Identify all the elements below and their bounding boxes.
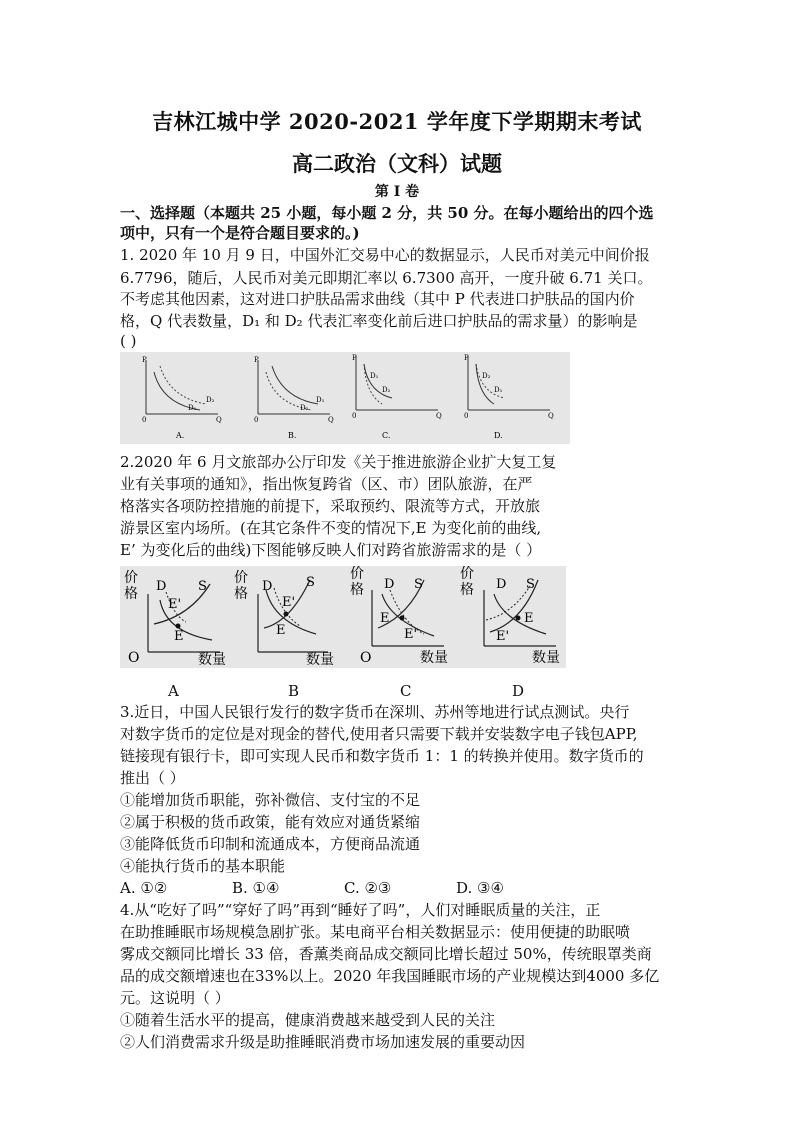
q3-statement-1: ①能增加货币职能，弥补微信、支付宝的不足 [120,791,421,809]
q2-option-b: B [288,682,300,700]
q1-d-axis-p: P [464,354,469,362]
q1-line-5: ( ) [120,332,137,350]
q3-statement-2: ②属于积极的货币政策，能有效应对通货紧缩 [120,813,421,831]
q2-c-ylabel-2: 格 [350,582,364,598]
q3-choice-b: B. ①④ [232,879,280,897]
q2-a-ylabel-2: 格 [124,586,138,602]
q1-panel-a [142,356,222,440]
q1-a-axis-q: Q [216,416,222,424]
exam-subtitle: 高二政治（文科）试题 [292,151,502,176]
q1-line-3: 不考虑其他因素，这对进口护肤品需求曲线（其中 P 代表进口护肤品的国内价 [120,290,635,308]
q1-c-axis-p: P [352,354,357,362]
q3-line-4: 推出（ ） [120,769,185,787]
section-heading-line-1: 一、选择题（本题共 25 小题，每小题 2 分，共 50 分。在每小题给出的四个选 [120,204,654,222]
q1-line-4: 格，Q 代表数量，D₁ 和 D₂ 代表汇率变化前后进口护肤品的需求量）的影响是 [120,312,638,330]
q1-c-axis-q: Q [436,412,442,420]
q4-statement-2: ②人们消费需求升级是助推睡眠消费市场加速发展的重要动因 [120,1033,526,1051]
q2-a-point-e: E [174,629,184,644]
q4-line-1: 4.从“吃好了吗”“穿好了吗”再到“睡好了吗”，人们对睡眠质量的关注，正 [120,901,601,919]
q2-b-curve-d: D [262,579,273,594]
q1-panel-b [254,356,334,440]
q2-d-ylabel-1: 价 [460,566,474,582]
q2-b-curve-s: S [306,575,315,590]
q1-b-curve-1: D₁ [316,396,325,404]
q2-panel-b [234,570,334,668]
q2-option-d: D [512,682,525,700]
q1-b-origin: 0 [254,416,259,424]
q1-a-origin: 0 [142,416,147,424]
q3-line-3: 链接现有银行卡，即可实现人民币和数字货币 1：1 的转换并使用。数字货币的 [120,747,644,765]
q2-a-origin: O [128,650,140,666]
q2-figure [120,566,566,668]
q2-line-3: 格落实各项防控措施的前提下，采取预约、限流等方式，开放旅 [120,497,541,515]
q3-line-1: 3.近日，中国人民银行发行的数字货币在深圳、苏州等地进行试点测试。央行 [120,703,630,721]
q1-line-2: 6.7796，随后，人民币对美元即期汇率以 6.7300 高开，一度升破 6.71 关口。 [120,269,653,287]
q2-panel-c [350,566,448,666]
q1-d-axis-q: Q [548,412,554,420]
q1-figure [120,352,570,444]
q2-c-point-e: E [380,611,390,626]
q1-c-origin: 0 [352,412,357,420]
q2-c-xlabel: 数量 [420,650,448,666]
q4-line-2: 在助推睡眠市场规模急剧扩张。某电商平台相关数据显示：使用便捷的助眠喷 [120,923,631,941]
q2-d-curve-d: D [496,577,507,592]
q2-line-4: 游景区室内场所。(在其它条件不变的情况下,E 为变化前的曲线, [120,519,542,537]
q2-d-curve-s: S [526,577,535,592]
q4-statement-1: ①随着生活水平的提高，健康消费越来越受到人民的关注 [120,1011,496,1029]
q2-figure-svg [120,566,566,668]
section-heading-line-2: 项中，只有一个是符合题目要求的。) [120,224,360,242]
q3-choice-c: C. ②③ [344,879,392,897]
q1-d-curve-2: D₁ [494,386,503,394]
q4-line-5: 元。这说明（ ） [120,989,230,1007]
q1-b-axis-p: P [254,356,259,364]
q2-line-5: E’ 为变化后的曲线)下图能够反映人们对跨省旅游需求的是（ ） [120,541,542,559]
q2-option-c: C [400,682,412,700]
q2-c-curve-s: S [414,577,423,592]
q3-choice-a: A. ①② [120,879,168,897]
q2-line-1: 2.2020 年 6 月文旅部办公厅印发《关于推进旅游企业扩大复工复 [120,453,557,471]
q1-c-curve-1: D₁ [370,372,379,380]
q1-b-curve-2: D₂ [300,404,309,412]
q3-statement-4: ④能执行货币的基本职能 [120,857,286,875]
q2-d-point-e2: E' [496,629,510,644]
q1-figure-svg [120,352,570,444]
q2-panel-d [460,566,560,666]
q1-c-label: C. [382,431,391,440]
q3-statement-3: ③能降低货币印制和流通成本，方便商品流通 [120,835,421,853]
q1-line-1: 1. 2020 年 10 月 9 日，中国外汇交易中心的数据显示，人民币对美元中间价报 [120,246,650,264]
q2-option-a: A [168,682,179,700]
q2-c-origin: O [360,650,372,666]
q2-d-xlabel: 数量 [532,650,560,666]
q1-d-curve-1: D₂ [482,372,491,380]
q2-line-2: 业有关事项的通知》，指出恢复跨省（区、市）团队旅游，在严 [120,475,533,493]
q1-d-origin: 0 [464,412,469,420]
q2-c-ylabel-1: 价 [350,566,364,582]
q2-a-curve-s: S [198,579,207,594]
q1-b-label: B. [288,431,297,440]
volume-label: 第 Ⅰ 卷 [374,184,420,200]
q2-b-point-e2: E' [282,595,296,610]
q2-b-ylabel-1: 价 [234,570,248,586]
q2-d-point-e: E [524,611,534,626]
q1-c-curve-2: D₂ [382,386,391,394]
q2-b-xlabel: 数量 [306,652,334,668]
q4-line-4: 品的成交额增速也在33%以上。2020 年我国睡眠市场的产业规模达到4000 多亿 [120,967,660,985]
q4-line-3: 雾成交额同比增长 33 倍，香薰类商品成交额同比增长超过 50%，传统眼罩类商 [120,945,652,963]
q3-choice-d: D. ③④ [456,879,504,897]
q1-a-curve-1: D₂ [206,396,215,404]
q1-a-axis-p: P [142,356,147,364]
exam-title: 吉林江城中学 2020-2021 学年度下学期期末考试 [152,109,642,134]
q2-a-point-e2: E' [168,597,182,612]
q2-a-xlabel: 数量 [198,652,226,668]
q1-a-label: A. [176,431,185,440]
q2-b-ylabel-2: 格 [234,586,248,602]
q2-c-curve-d: D [384,577,395,592]
q1-a-curve-2: D₁ [188,404,197,412]
q2-a-curve-d: D [156,579,167,594]
q3-line-2: 对数字货币的定位是对现金的替代,使用者只需要下载并安装数字电子钱包APP, [120,725,638,743]
q1-d-label: D. [494,431,503,440]
q1-b-axis-q: Q [328,416,334,424]
q2-a-ylabel-1: 价 [124,570,138,586]
q1-panel-c [352,354,442,440]
q2-c-point-e2: E' [404,627,418,642]
q2-b-point-e: E [276,623,286,638]
q1-panel-d [464,354,554,440]
q2-d-ylabel-2: 格 [460,582,474,598]
q2-panel-a [124,570,226,668]
